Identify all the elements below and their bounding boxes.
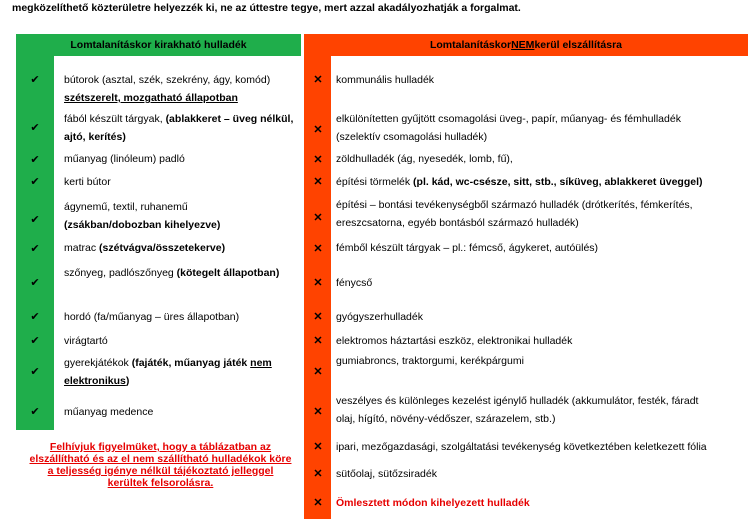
excluded-item-detail: olaj, hígító, növény-védőszer, szárazelem, stb.): [336, 413, 556, 425]
allowed-item-text: szőnyeg, padlószőnyeg: [64, 267, 177, 279]
excluded-item-packaging: [336, 110, 748, 146]
excluded-item-green: zöldhulladék (ág, nyesedék, lomb, fű),: [336, 153, 513, 165]
intro-text: megközelíthető közterületre helyezzék ki, ne az úttestre tegye, mert azzal akadályozhatják a forgalmat.: [12, 2, 521, 14]
check-icon: ✔: [30, 176, 40, 188]
allowed-item-emphasis: nem elektronikus: [64, 357, 272, 387]
check-icon: ✔: [30, 122, 40, 134]
allowed-item-condition: (szétvágva/összetekerve): [99, 242, 226, 254]
header-allowed: Lomtalanításkor kirakható hulladék: [16, 34, 301, 56]
cross-icon: ✕: [313, 243, 323, 255]
excluded-item-text: építési törmelék: [336, 176, 414, 188]
cross-icon: ✕: [313, 124, 323, 136]
allowed-item-garden-furniture: kerti bútor: [64, 176, 111, 188]
excluded-item-text: elkülönítetten gyűjtött csomagolási üveg-, papír, műanyag- és fémhulladék: [336, 113, 681, 125]
check-icon: ✔: [30, 243, 40, 255]
cross-icon: ✕: [313, 497, 323, 509]
allowed-item-flooring: műanyag (linóleum) padló: [64, 153, 185, 165]
cross-icon: ✕: [313, 335, 323, 347]
allowed-item-flowerpot: virágtartó: [64, 335, 108, 347]
allowed-item-condition: (zsákban/dobozban kihelyezve): [64, 219, 221, 231]
allowed-item-mattress: [64, 239, 299, 257]
excluded-item-rubble: [336, 173, 748, 191]
allowed-item-condition: (kötegelt állapotban): [176, 267, 280, 279]
check-icon: ✔: [30, 214, 40, 226]
cross-icon: ✕: [313, 176, 323, 188]
excluded-item-electronics: elektromos háztartási eszköz, elektronikai hulladék: [336, 335, 573, 347]
allowed-item-paren: ): [125, 375, 130, 387]
allowed-item-carpet: [64, 264, 299, 282]
allowed-item-pool: műanyag medence: [64, 406, 154, 418]
header-not-allowed: [304, 34, 748, 56]
check-icon: ✔: [30, 277, 40, 289]
excluded-item-text: veszélyes és különleges kezelést igénylő hulladék (akkumulátor, festék, fáradt: [336, 395, 699, 407]
check-icon: ✔: [30, 311, 40, 323]
excluded-item-tires: gumiabroncs, traktorgumi, kerékpárgumi: [336, 355, 524, 367]
cross-icon: ✕: [313, 74, 323, 86]
excluded-item-oil: sütőolaj, sütőzsiradék: [336, 468, 437, 480]
excluded-item-text: építési – bontási tevékenységből származó hulladék (drótkerítés, fémkerítés,: [336, 199, 693, 211]
excluded-item-demolition: [336, 196, 748, 232]
excluded-item-detail: ereszcsatorna, egyéb bontásból származó hulladék): [336, 217, 579, 229]
excluded-item-metal: fémből készült tárgyak – pl.: fémcső, ágykeret, autóülés): [336, 242, 599, 254]
excluded-item-detail: (szelektív csomagolási hulladék): [336, 131, 488, 143]
cross-icon: ✕: [313, 212, 323, 224]
check-icon: ✔: [30, 335, 40, 347]
cross-icon: ✕: [313, 441, 323, 453]
allowed-item-condition: (ablakkeret – üveg nélkül, ajtó, kerítés): [64, 113, 294, 143]
cross-icon: ✕: [313, 277, 323, 289]
excluded-item-bulk: Ömlesztett módon kihelyezett hulladék: [336, 497, 530, 509]
cross-icon: ✕: [313, 311, 323, 323]
header-right-emphasis: NEM: [511, 39, 535, 51]
cross-icon: ✕: [313, 468, 323, 480]
allowed-item-wood: [64, 110, 299, 146]
excluded-item-municipal: kommunális hulladék: [336, 74, 435, 86]
allowed-item-condition: (fajáték, műanyag játék: [131, 357, 251, 369]
allowed-item-condition: szétszerelt, mozgatható állapotban: [64, 92, 238, 104]
excluded-item-hazardous: [336, 392, 748, 428]
cross-icon: ✕: [313, 406, 323, 418]
header-right-pre: Lomtalanításkor: [429, 39, 512, 51]
allowed-item-toys: [64, 354, 299, 390]
check-icon: ✔: [30, 154, 40, 166]
allowed-item-text: matrac: [64, 242, 100, 254]
allowed-item-barrel: hordó (fa/műanyag – üres állapotban): [64, 311, 240, 323]
excluded-item-fluorescent: fénycső: [336, 277, 373, 289]
excluded-item-foil: ipari, mezőgazdasági, szolgáltatási tevékenység következtében keletkezett fólia: [336, 441, 707, 453]
allowed-item-furniture: [64, 71, 299, 107]
allowed-item-text: fából készült tárgyak,: [64, 113, 166, 125]
disclaimer-note: Felhívjuk figyelmüket, hogy a táblázatban az elszállítható és az el nem szállítható hulladékok köre a teljesség igénye nélkül tájékoztató jelleggel kerültek felsorolásra.: [29, 441, 292, 489]
allowed-item-textile: [64, 198, 299, 234]
check-icon: ✔: [30, 366, 40, 378]
allowed-item-text: ágynemű, textil, ruhanemű: [64, 201, 188, 213]
excluded-item-medicine: gyógyszerhulladék: [336, 311, 423, 323]
cross-icon: ✕: [313, 366, 323, 378]
check-icon: ✔: [30, 406, 40, 418]
check-icon: ✔: [30, 74, 40, 86]
allowed-item-text: gyerekjátékok: [64, 357, 132, 369]
allowed-item-text: bútorok (asztal, szék, szekrény, ágy, komód): [64, 74, 271, 86]
cross-icon: ✕: [313, 154, 323, 166]
header-right-post: kerül elszállításra: [534, 39, 622, 51]
excluded-item-detail: (pl. kád, wc-csésze, sitt, stb., síküveg, ablakkeret üveggel): [413, 176, 703, 188]
